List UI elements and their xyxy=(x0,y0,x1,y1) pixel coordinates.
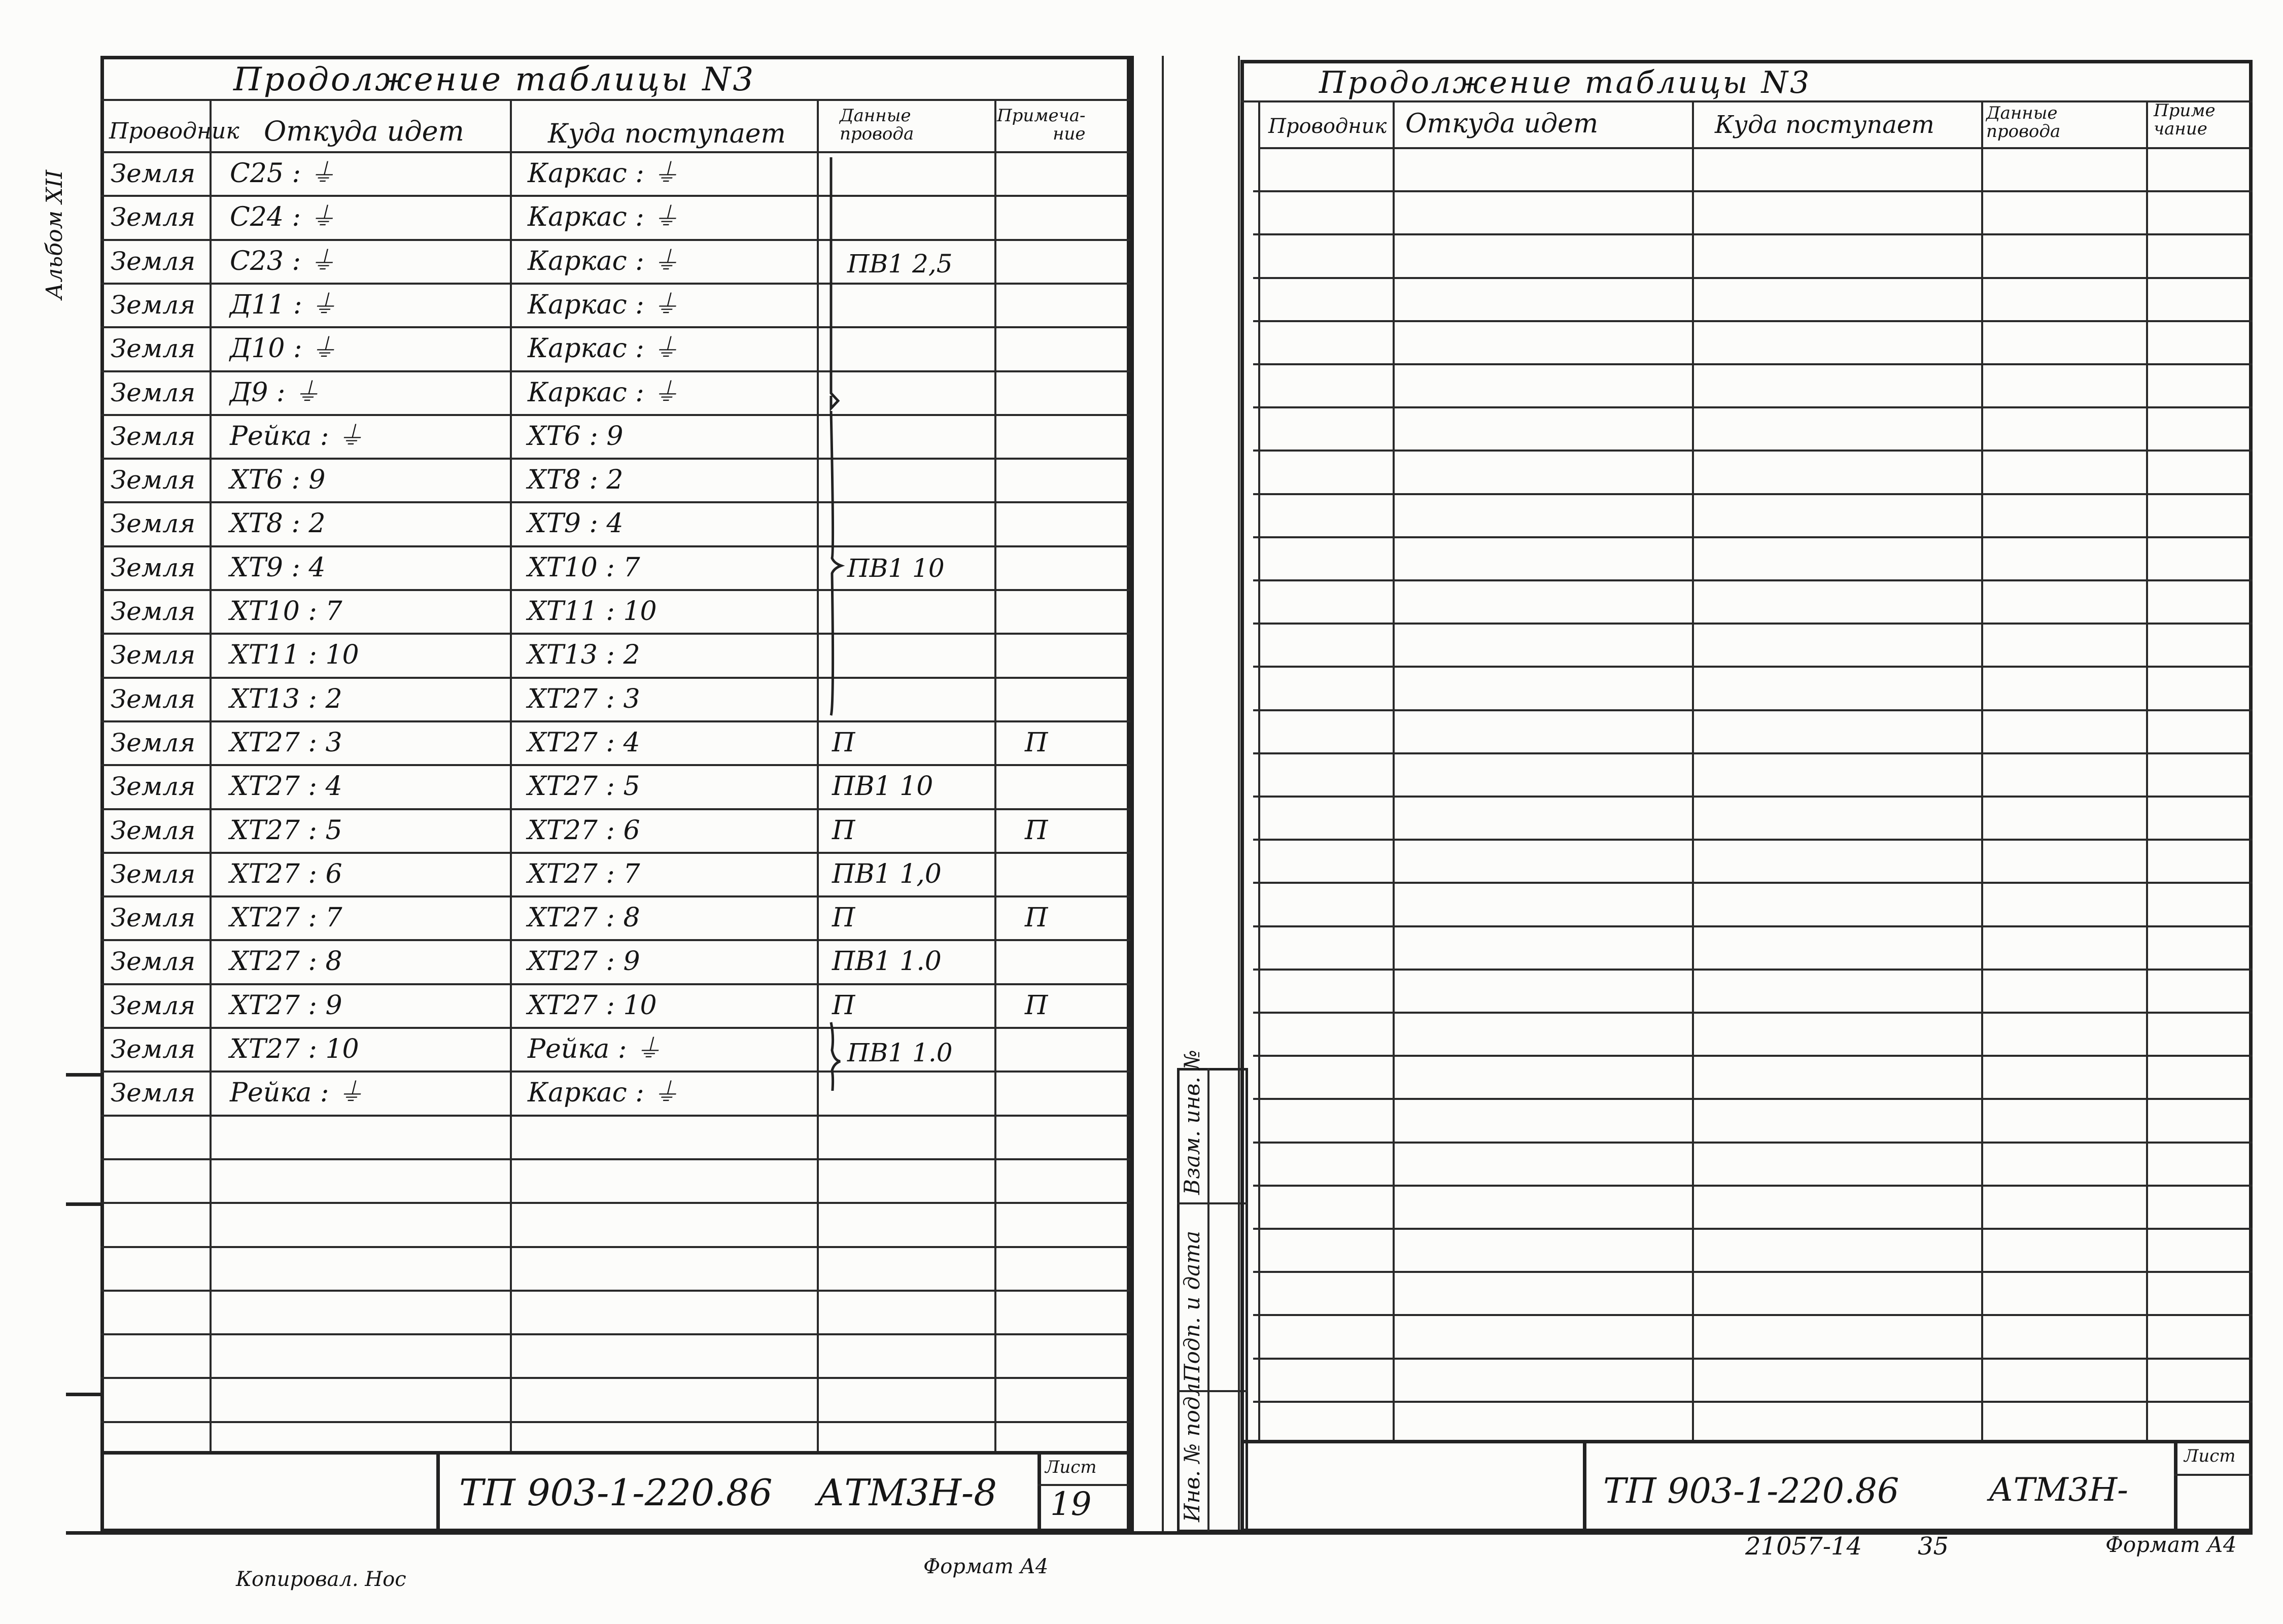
right-stamp-sheet-line xyxy=(2174,1474,2253,1476)
left-cell-conductor: Земля xyxy=(111,728,196,757)
left-table-title: Продолжение таблицы N3 xyxy=(233,61,756,98)
left-cell-wire: П xyxy=(832,815,855,846)
center-gutter-left xyxy=(1130,56,1134,1532)
left-row-line xyxy=(100,1070,1130,1073)
left-cell-conductor: Земля xyxy=(111,421,196,451)
footer-format-right: Формат А4 xyxy=(2105,1532,2237,1557)
left-cell-wire: ПВ1 1.0 xyxy=(832,946,942,977)
left-cell-conductor: Земля xyxy=(111,684,196,714)
left-cell-from: ХТ27 : 4 xyxy=(230,771,342,802)
right-row-line xyxy=(1253,1271,2253,1273)
left-cell-from: С25 : ⏚ xyxy=(230,158,336,189)
left-row-line xyxy=(100,370,1130,372)
right-header-divider xyxy=(1258,147,2253,149)
left-cell-to: ХТ27 : 6 xyxy=(528,815,640,846)
left-cell-to: ХТ10 : 7 xyxy=(528,552,640,583)
left-col-line xyxy=(210,99,212,1451)
right-col-header-wire: Данные провода xyxy=(1986,103,2061,142)
left-cell-conductor: Земля xyxy=(111,552,196,582)
left-cell-from: Д9 : ⏚ xyxy=(230,377,320,408)
left-stamp-top xyxy=(100,1451,1130,1455)
footer-order-number: 21057-14 xyxy=(1745,1532,1862,1561)
right-row-line xyxy=(1253,363,2253,365)
left-cell-to: Каркас : ⏚ xyxy=(528,158,679,189)
side-field-sep-1 xyxy=(1177,1202,1248,1204)
left-col-line xyxy=(510,99,512,1451)
right-row-line xyxy=(1253,493,2253,495)
right-row-line xyxy=(1253,190,2253,192)
left-sheet-label: Лист xyxy=(1045,1457,1097,1477)
left-cell-from: ХТ27 : 5 xyxy=(230,815,342,846)
right-row-line xyxy=(1253,1314,2253,1316)
footer-format-left: Формат А4 xyxy=(923,1555,1049,1578)
left-cell-to: ХТ27 : 9 xyxy=(528,946,640,977)
left-cell-from: ХТ10 : 7 xyxy=(230,596,342,627)
left-cell-conductor: Земля xyxy=(111,947,196,977)
left-cell-conductor: Земля xyxy=(111,815,196,845)
left-cell-from: ХТ8 : 2 xyxy=(230,508,326,539)
left-cell-from: ХТ6 : 9 xyxy=(230,465,326,496)
left-cell-conductor: Земля xyxy=(111,990,196,1020)
left-row-line xyxy=(100,501,1130,503)
left-cell-conductor: Земля xyxy=(111,597,196,626)
left-row-line xyxy=(100,414,1130,416)
left-cell-from: Д11 : ⏚ xyxy=(230,289,337,320)
left-cell-note: П xyxy=(1025,990,1048,1021)
left-row-line xyxy=(100,589,1130,591)
side-field-inv: Инв. № подл. xyxy=(1180,1376,1204,1522)
left-col-header-note: Примеча- ние xyxy=(997,106,1086,144)
left-cell-from: ХТ27 : 10 xyxy=(230,1034,359,1064)
left-cell-to: Каркас : ⏚ xyxy=(528,377,679,408)
left-cell-to: ХТ13 : 2 xyxy=(528,640,640,671)
left-cell-to: Рейка : ⏚ xyxy=(528,1034,662,1064)
left-stamp-sheet-divider xyxy=(1037,1451,1041,1532)
album-label: Альбом XII xyxy=(42,169,67,299)
right-row-line xyxy=(1253,320,2253,322)
right-col-header-conductor: Проводник xyxy=(1268,115,1387,138)
left-cell-to: ХТ11 : 10 xyxy=(528,596,657,627)
right-row-line xyxy=(1253,882,2253,884)
right-col-header-to: Куда поступает xyxy=(1715,111,1934,139)
left-row-line xyxy=(100,1421,1130,1423)
left-row-line xyxy=(100,1027,1130,1029)
left-cell-to: ХТ27 : 5 xyxy=(528,771,640,802)
right-stamp-doc: АТМ3Н- xyxy=(1989,1471,2128,1509)
left-cell-to: Каркас : ⏚ xyxy=(528,202,679,233)
left-row-line xyxy=(100,677,1130,679)
left-row-line xyxy=(100,983,1130,985)
right-row-line xyxy=(1253,406,2253,408)
right-row-line xyxy=(1253,536,2253,538)
left-cell-from: С23 : ⏚ xyxy=(230,246,336,277)
left-cell-conductor: Земля xyxy=(111,334,196,364)
right-left-inner-line xyxy=(1258,100,1260,1440)
left-row-line xyxy=(100,1202,1130,1204)
right-row-line xyxy=(1253,277,2253,279)
left-cell-from: ХТ27 : 9 xyxy=(230,990,342,1021)
left-row-line xyxy=(100,283,1130,285)
left-cell-from: ХТ13 : 2 xyxy=(230,683,342,714)
left-row-line xyxy=(100,195,1130,197)
left-cell-conductor: Земля xyxy=(111,246,196,276)
right-col-line xyxy=(1981,100,1983,1440)
left-cell-to: ХТ8 : 2 xyxy=(528,465,624,496)
left-cell-to: ХТ27 : 8 xyxy=(528,903,640,934)
left-stamp-code: ТП 903-1-220.86 xyxy=(459,1471,773,1514)
left-cell-to: ХТ27 : 3 xyxy=(528,683,640,714)
left-col-header-conductor: Проводник xyxy=(109,118,239,144)
left-cell-wire: П xyxy=(832,903,855,934)
left-cell-conductor: Земля xyxy=(111,202,196,232)
left-row-line xyxy=(100,545,1130,547)
right-row-line xyxy=(1253,709,2253,711)
left-title-divider xyxy=(100,99,1130,101)
left-cell-from: Рейка : ⏚ xyxy=(230,421,364,452)
right-row-line xyxy=(1253,925,2253,927)
left-cell-conductor: Земля xyxy=(111,903,196,933)
left-col-header-to: Куда поступает xyxy=(548,119,786,149)
left-cell-to: ХТ27 : 4 xyxy=(528,727,640,758)
left-row-line xyxy=(100,458,1130,460)
left-cell-from: ХТ27 : 8 xyxy=(230,946,342,977)
right-col-line xyxy=(1393,100,1395,1440)
left-row-line xyxy=(100,720,1130,722)
left-cell-conductor: Земля xyxy=(111,159,196,188)
left-cell-from: ХТ27 : 7 xyxy=(230,903,342,934)
left-cell-wire: ПВ1 1,0 xyxy=(832,858,942,889)
right-row-line xyxy=(1253,1142,2253,1144)
footer-page: 35 xyxy=(1918,1532,1949,1561)
edge-tick-1 xyxy=(66,1073,101,1077)
left-cell-conductor: Земля xyxy=(111,1034,196,1064)
left-row-line xyxy=(100,808,1130,810)
right-row-line xyxy=(1253,752,2253,754)
left-braces xyxy=(827,152,857,1091)
left-row-line xyxy=(100,633,1130,635)
left-cell-conductor: Земля xyxy=(111,465,196,495)
right-row-line xyxy=(1253,1228,2253,1230)
left-cell-conductor: Земля xyxy=(111,377,196,407)
left-cell-conductor: Земля xyxy=(111,640,196,670)
left-cell-conductor: Земля xyxy=(111,509,196,539)
left-row-line xyxy=(100,1158,1130,1160)
left-cell-to: Каркас : ⏚ xyxy=(528,289,679,320)
footer-copied: Копировал. Нос xyxy=(236,1568,406,1591)
left-cell-to: Каркас : ⏚ xyxy=(528,333,679,364)
left-col-header-wire: Данные провода xyxy=(840,106,914,144)
left-row-line xyxy=(100,239,1130,241)
left-cell-to: ХТ27 : 7 xyxy=(528,858,640,889)
left-row-line xyxy=(100,852,1130,854)
right-stamp-code: ТП 903-1-220.86 xyxy=(1603,1471,1899,1511)
edge-tick-2 xyxy=(66,1202,101,1206)
right-row-line xyxy=(1253,969,2253,971)
left-cell-conductor: Земля xyxy=(111,859,196,889)
right-stamp-top xyxy=(1240,1440,2253,1443)
right-stamp-sheet-divider xyxy=(2174,1440,2177,1532)
left-header-divider xyxy=(100,151,1130,153)
right-col-header-from: Откуда идет xyxy=(1405,109,1599,139)
right-row-line xyxy=(1253,1055,2253,1057)
right-col-line xyxy=(2146,100,2148,1440)
right-col-line xyxy=(1692,100,1694,1440)
right-row-line xyxy=(1253,1012,2253,1014)
edge-tick-3 xyxy=(66,1393,101,1396)
left-row-line xyxy=(100,764,1130,766)
left-cell-to: ХТ6 : 9 xyxy=(528,421,624,452)
left-row-line xyxy=(100,326,1130,328)
right-row-line xyxy=(1253,1358,2253,1360)
left-stamp-divider xyxy=(436,1451,440,1532)
left-cell-from: ХТ27 : 3 xyxy=(230,727,342,758)
left-col-header-from: Откуда идет xyxy=(264,115,464,147)
right-row-line xyxy=(1253,796,2253,798)
left-row-line xyxy=(100,1333,1130,1335)
right-row-line xyxy=(1253,579,2253,581)
right-table-title: Продолжение таблицы N3 xyxy=(1319,65,1812,100)
right-row-line xyxy=(1253,1185,2253,1187)
left-group-label-1: ПВ1 2,5 xyxy=(847,249,953,279)
right-row-line xyxy=(1253,1098,2253,1100)
right-row-line xyxy=(1253,839,2253,841)
left-cell-from: Рейка : ⏚ xyxy=(230,1078,364,1109)
left-cell-from: ХТ11 : 10 xyxy=(230,640,359,671)
left-row-line xyxy=(100,1115,1130,1117)
left-cell-to: ХТ9 : 4 xyxy=(528,508,624,539)
left-cell-to: Каркас : ⏚ xyxy=(528,246,679,277)
right-row-line xyxy=(1253,450,2253,452)
left-cell-conductor: Земля xyxy=(111,290,196,320)
left-col-line xyxy=(994,99,996,1451)
right-sheet-label: Лист xyxy=(2184,1446,2236,1466)
right-stamp-divider xyxy=(1583,1440,1586,1532)
left-cell-wire: ПВ1 10 xyxy=(832,771,933,802)
left-cell-wire: П xyxy=(832,727,855,758)
left-cell-to: Каркас : ⏚ xyxy=(528,1078,679,1109)
right-row-line xyxy=(1253,1401,2253,1403)
left-sheet-number: 19 xyxy=(1050,1485,1092,1523)
left-cell-from: ХТ9 : 4 xyxy=(230,552,326,583)
left-row-line xyxy=(100,895,1130,897)
center-gutter-line-1 xyxy=(1162,56,1164,1532)
left-row-line xyxy=(100,1246,1130,1248)
left-cell-conductor: Земля xyxy=(111,1078,196,1108)
left-row-line xyxy=(100,1290,1130,1292)
left-row-line xyxy=(100,939,1130,941)
left-cell-to: ХТ27 : 10 xyxy=(528,990,657,1021)
left-stamp-doc: АТМ3Н-8 xyxy=(817,1471,997,1514)
left-cell-from: Д10 : ⏚ xyxy=(230,333,337,364)
side-field-inner xyxy=(1207,1068,1209,1532)
right-row-line xyxy=(1253,233,2253,235)
left-col-line xyxy=(817,99,819,1451)
left-cell-conductor: Земля xyxy=(111,772,196,802)
right-row-line xyxy=(1253,623,2253,625)
side-field-replace: Взам. инв. № xyxy=(1180,1050,1204,1195)
left-row-line xyxy=(100,1377,1130,1379)
left-cell-from: С24 : ⏚ xyxy=(230,202,336,233)
right-col-header-note: Приме чание xyxy=(2154,100,2216,139)
left-group-label-3: ПВ1 1.0 xyxy=(847,1038,953,1067)
left-cell-from: ХТ27 : 6 xyxy=(230,858,342,889)
side-field-sign: Подп. и дата xyxy=(1180,1230,1204,1383)
left-cell-wire: П xyxy=(832,990,855,1021)
left-cell-note: П xyxy=(1025,815,1048,846)
left-cell-note: П xyxy=(1025,903,1048,934)
right-row-line xyxy=(1253,666,2253,668)
left-cell-note: П xyxy=(1025,727,1048,758)
left-group-label-2: ПВ1 10 xyxy=(847,554,945,583)
